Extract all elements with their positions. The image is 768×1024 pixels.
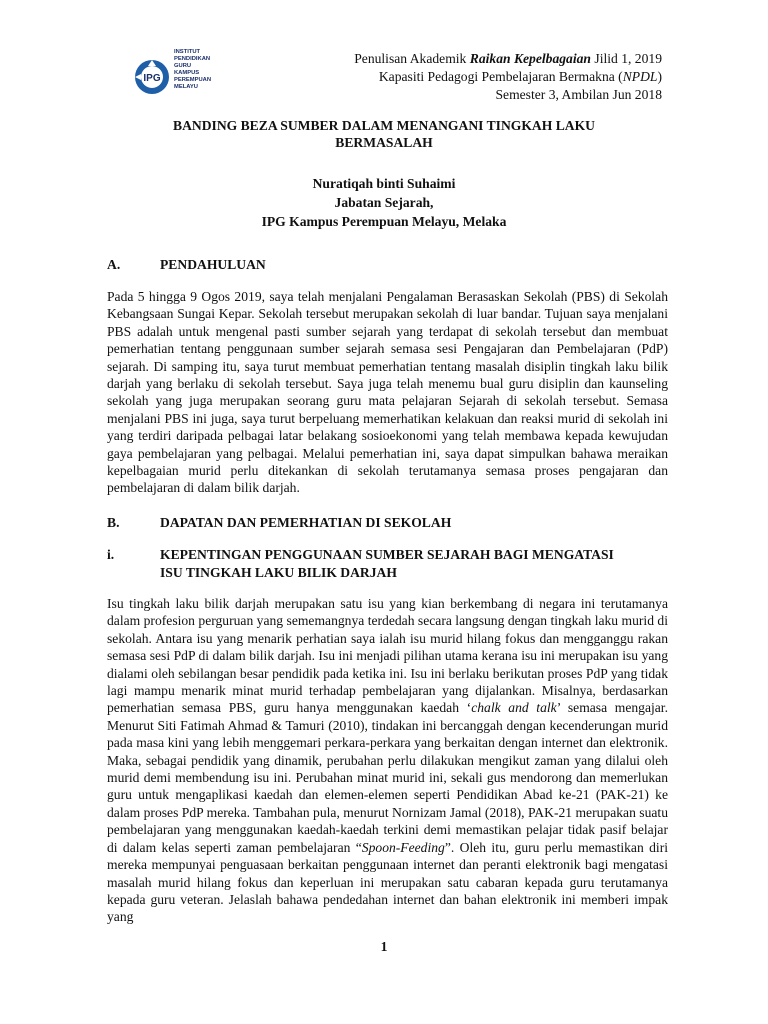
page-number: 1	[380, 939, 388, 954]
emphasis-chalk-and-talk: chalk and talk	[471, 700, 557, 716]
section-heading-a: A. PENDAHULUAN	[107, 257, 266, 272]
header-journal: Penulisan Akademik Raikan Kepelbagaian Jilid 1, 2019	[354, 51, 662, 66]
header-theme: Kapasiti Pedagogi Pembelajaran Bermakna (NPDL)	[378, 69, 662, 84]
author-department: Jabatan Sejarah,	[334, 195, 434, 210]
logo-text: INSTITUT PENDIDIKAN GURU KAMPUS PEREMPUAN MELAYU	[174, 49, 212, 90]
ipg-emblem-icon	[133, 48, 173, 106]
author-name: Nuratiqah binti Suhaimi	[312, 176, 456, 191]
subsection-heading-i: i. KEPENTINGAN PENGGUNAAN SUMBER SEJARAH BAGI MENGATASI ISU TINGKAH LAKU BILIK DARJAH	[107, 547, 614, 580]
ipg-logo	[133, 48, 243, 106]
section-heading-b: B. DAPATAN DAN PEMERHATIAN DI SEKOLAH	[107, 515, 452, 530]
author-institution: IPG Kampus Perempuan Melayu, Melaka	[261, 214, 507, 229]
header-semester: Semester 3, Ambilan Jun 2018	[495, 87, 662, 102]
emphasis-spoon-feeding: Spoon-Feeding	[361, 839, 445, 855]
paper-title: BANDING BEZA SUMBER DALAM MENANGANI TINGKAH LAKU BERMASALAH	[173, 118, 595, 150]
ipg-mark-text: IPG	[143, 73, 161, 84]
body-paragraph: Isu tingkah laku bilik darjah merupakan satu isu yang kian berkembang di negara ini terutamanya dalam profesion perguruan yang sememangnya terdedah secara langsung dengan tingkah laku murid di sekolah. Antara isu yang menarik perhatian saya ialah isu murid hilang fokus dan mengganggu rakan semasa sesi PdP di dalam bilik darjah. Isu ini menjadi pilihan utama kerana isu ini merupakan isu yang dialami oleh sebilangan besar pendidik pada ketika ini. Isu ini berlaku berikutan proses PdP yang tidak lagi mampu menarik minat murid terhadap pembelajaran yang dijalankan. Misalnya, berdasarkan pemerhatian semasa PBS, guru hanya menggunakan kaedah ‘chalk and talk’ semasa mengajar. Menurut Siti Fatimah Ahmad & Tamuri (2010), tindakan ini bercanggah dengan kecenderungan murid pada masa kini yang lebih menggemari perkara-perkara yang berkaitan dengan internet dan elektronik. Maka, sebagai pendidik yang dinamik, perubahan perlu dilakukan mengikut zaman yang dilalui oleh murid demi membendung isu ini. Perubahan minat murid ini, sekali gus mendorong dan memerlukan guru untuk mengaplikasi kaedah dan elemen-elemen seperti Pendidikan Abad ke-21 (PAK-21) ke dalam proses PdP mereka. Tambahan pula, menurut Nornizam Jamal (2018), PAK-21 merupakan suatu pembelajaran yang menggunakan kaedah-kaedah terkini demi memastikan pelajar tidak pasif belajar di dalam kelas seperti zaman pembelajaran “Spoon-Feeding”. Oleh itu, guru perlu memastikan diri mereka mempunyai penguasaan berkaitan penggunaan internet dan peranti elektronik bagi mengatasi masalah murid hilang fokus dan keperluan ini merupakan satu cabaran kepada guru terutamanya kepada guru veteran. Jelaslah bahawa pendedahan internet dan bahan elektronik ini memberi impak yang	[107, 596, 668, 925]
intro-paragraph: Pada 5 hingga 9 Ogos 2019, saya telah menjalani Pengalaman Berasaskan Sekolah (PBS) di Sekolah Kebangsaan Sungai Kepar. Sekolah tersebut merupakan sekolah di luar bandar. Tujuan saya menjalani PBS adalah untuk mengenal pasti sumber sejarah yang terdapat di sekolah tersebut dan membuat pemerhatian tentang penggunaan sumber sejarah semasa sesi Pengajaran dan Pembelajaran (PdP) sejarah. Di samping itu, saya turut membuat pemerhatian tentang masalah disiplin tingkah laku bilik darjah yang berlaku di sekolah tersebut. Saya juga telah menemu bual guru disiplin dan kaunseling sekolah yang juga merupakan seorang guru mata pelajaran Sejarah di sekolah tersebut. Semasa menjalani PBS ini juga, saya turut berpeluang memerhatikan kelakuan dan reaksi murid di sekolah ini yang terdiri daripada pelbagai latar belakang sosioekonomi yang telah membawa kepada kewujudan gaya pembelajaran yang pelbagai. Melalui pemerhatian ini, saya dapat simpulkan bahawa meraikan kepelbagaian murid perlu ditekankan di sekolah terutamanya semasa proses pengajaran dan pembelajaran di dalam bilik darjah.	[107, 289, 668, 496]
author-block	[100, 174, 668, 231]
running-header	[354, 50, 662, 104]
